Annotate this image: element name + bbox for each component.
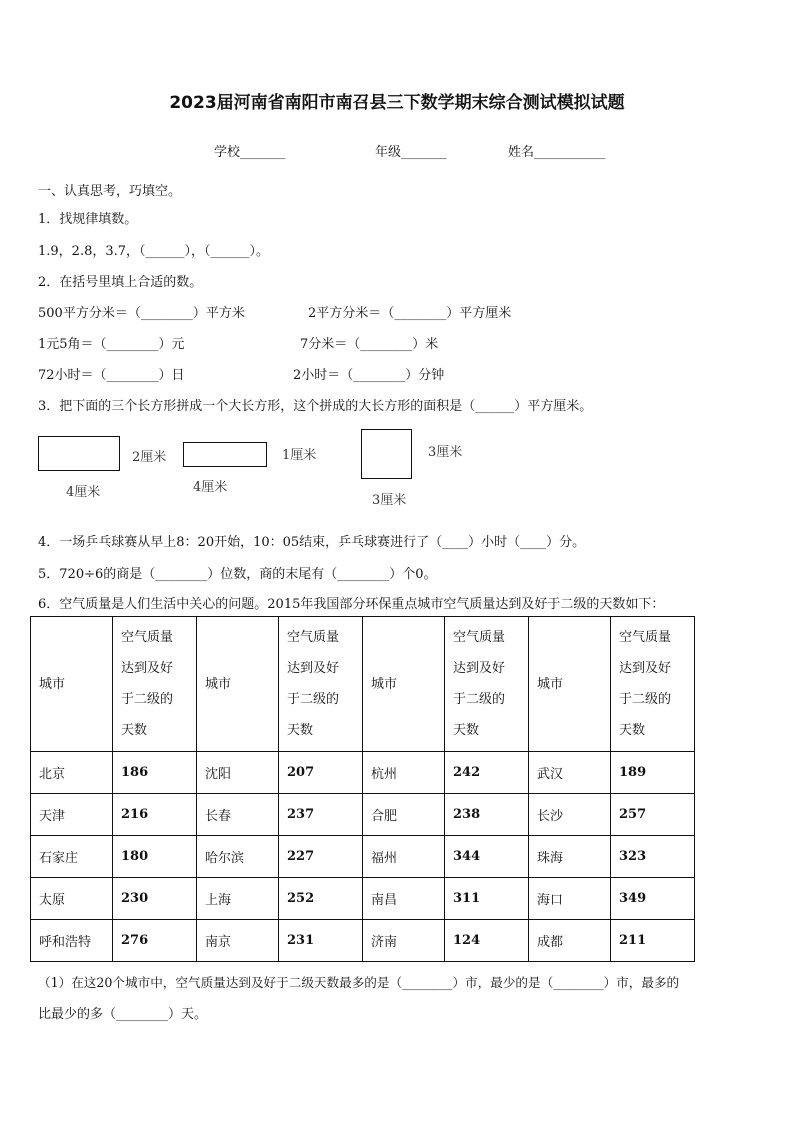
days-cell: 257 — [611, 794, 695, 836]
table-row — [31, 794, 695, 836]
rectangle-1 — [38, 436, 120, 471]
days-cell: 276 — [113, 920, 197, 962]
air-quality-table — [30, 616, 695, 962]
days-cell: 216 — [113, 794, 197, 836]
days-cell: 180 — [113, 836, 197, 878]
city-cell: 珠海 — [529, 836, 611, 878]
city-cell: 合肥 — [363, 794, 445, 836]
school-field[interactable]: 学校_______ — [214, 145, 286, 160]
city-cell: 北京 — [31, 752, 113, 794]
question-2-item-c: 1元5角＝（________）元 — [38, 337, 185, 352]
city-cell: 济南 — [363, 920, 445, 962]
city-cell: 呼和浩特 — [31, 920, 113, 962]
question-6-sub1-line2: 比最少的多（________）天。 — [38, 1007, 208, 1022]
days-cell: 231 — [279, 920, 363, 962]
days-cell: 227 — [279, 836, 363, 878]
table-row — [31, 752, 695, 794]
days-cell: 211 — [611, 920, 695, 962]
name-field[interactable]: 姓名___________ — [508, 145, 606, 160]
rectangle-2-width-label: 4厘米 — [193, 480, 228, 495]
header-days: 空气质量 达到及好 于二级的 天数 — [445, 617, 529, 752]
city-cell: 天津 — [31, 794, 113, 836]
days-cell: 230 — [113, 878, 197, 920]
days-cell: 252 — [279, 878, 363, 920]
days-cell: 124 — [445, 920, 529, 962]
rectangle-1-width-label: 4厘米 — [66, 485, 101, 500]
header-city: 城市 — [31, 617, 113, 752]
days-cell: 189 — [611, 752, 695, 794]
days-cell: 323 — [611, 836, 695, 878]
rectangle-1-height-label: 2厘米 — [132, 450, 167, 465]
city-cell: 海口 — [529, 878, 611, 920]
rectangle-3-height-label: 3厘米 — [428, 445, 463, 460]
city-cell: 长沙 — [529, 794, 611, 836]
rectangle-2 — [183, 442, 267, 467]
header-city: 城市 — [363, 617, 445, 752]
city-cell: 南京 — [197, 920, 279, 962]
header-days: 空气质量 达到及好 于二级的 天数 — [113, 617, 197, 752]
city-cell: 上海 — [197, 878, 279, 920]
question-6-title: 6．空气质量是人们生活中关心的问题。2015年我国部分环保重点城市空气质量达到及好于二级的天数如下： — [38, 597, 665, 612]
question-2-item-d: 7分米＝（________）米 — [300, 337, 439, 352]
city-cell: 杭州 — [363, 752, 445, 794]
header-days: 空气质量 达到及好 于二级的 天数 — [279, 617, 363, 752]
table-row — [31, 878, 695, 920]
days-cell: 238 — [445, 794, 529, 836]
days-cell: 344 — [445, 836, 529, 878]
question-2-item-a: 500平方分米＝（________）平方米 — [38, 306, 245, 321]
days-cell: 242 — [445, 752, 529, 794]
table-header-row — [31, 617, 695, 752]
question-1-title: 1．找规律填数。 — [38, 212, 138, 227]
city-cell: 沈阳 — [197, 752, 279, 794]
question-1-sequence: 1.9，2.8，3.7，（______），（______）。 — [38, 244, 270, 259]
city-cell: 长春 — [197, 794, 279, 836]
question-2-item-e: 72小时＝（________）日 — [38, 368, 185, 383]
city-cell: 石家庄 — [31, 836, 113, 878]
days-cell: 237 — [279, 794, 363, 836]
question-2-item-f: 2小时＝（________）分钟 — [293, 368, 445, 383]
table-row — [31, 920, 695, 962]
rectangle-3 — [361, 429, 412, 479]
question-5: 5．720÷6的商是（________）位数，商的末尾有（________）个0。 — [38, 567, 437, 582]
rectangle-3-width-label: 3厘米 — [372, 493, 407, 508]
days-cell: 349 — [611, 878, 695, 920]
question-2-title: 2．在括号里填上合适的数。 — [38, 275, 203, 290]
page-title: 2023届河南省南阳市南召县三下数学期末综合测试模拟试题 — [169, 93, 625, 113]
table-row — [31, 836, 695, 878]
city-cell: 南昌 — [363, 878, 445, 920]
section-heading: 一、认真思考，巧填空。 — [38, 184, 182, 199]
city-cell: 武汉 — [529, 752, 611, 794]
header-city: 城市 — [197, 617, 279, 752]
header-days: 空气质量 达到及好 于二级的 天数 — [611, 617, 695, 752]
header-city: 城市 — [529, 617, 611, 752]
question-4: 4．一场乒乓球赛从早上8：20开始，10：05结束，乒乓球赛进行了（____）小时（____）分。 — [38, 535, 586, 550]
city-cell: 太原 — [31, 878, 113, 920]
rectangle-2-height-label: 1厘米 — [282, 448, 317, 463]
days-cell: 186 — [113, 752, 197, 794]
city-cell: 哈尔滨 — [197, 836, 279, 878]
city-cell: 福州 — [363, 836, 445, 878]
days-cell: 207 — [279, 752, 363, 794]
question-6-sub1-line1: （1）在这20个城市中，空气质量达到及好于二级天数最多的是（________）市，最少的是（________）市，最多的 — [38, 975, 680, 990]
days-cell: 311 — [445, 878, 529, 920]
grade-field[interactable]: 年级_______ — [375, 145, 447, 160]
question-2-item-b: 2平方分米＝（________）平方厘米 — [308, 306, 512, 321]
city-cell: 成都 — [529, 920, 611, 962]
question-3-title: 3．把下面的三个长方形拼成一个大长方形，这个拼成的大长方形的面积是（______）平方厘米。 — [38, 399, 593, 414]
